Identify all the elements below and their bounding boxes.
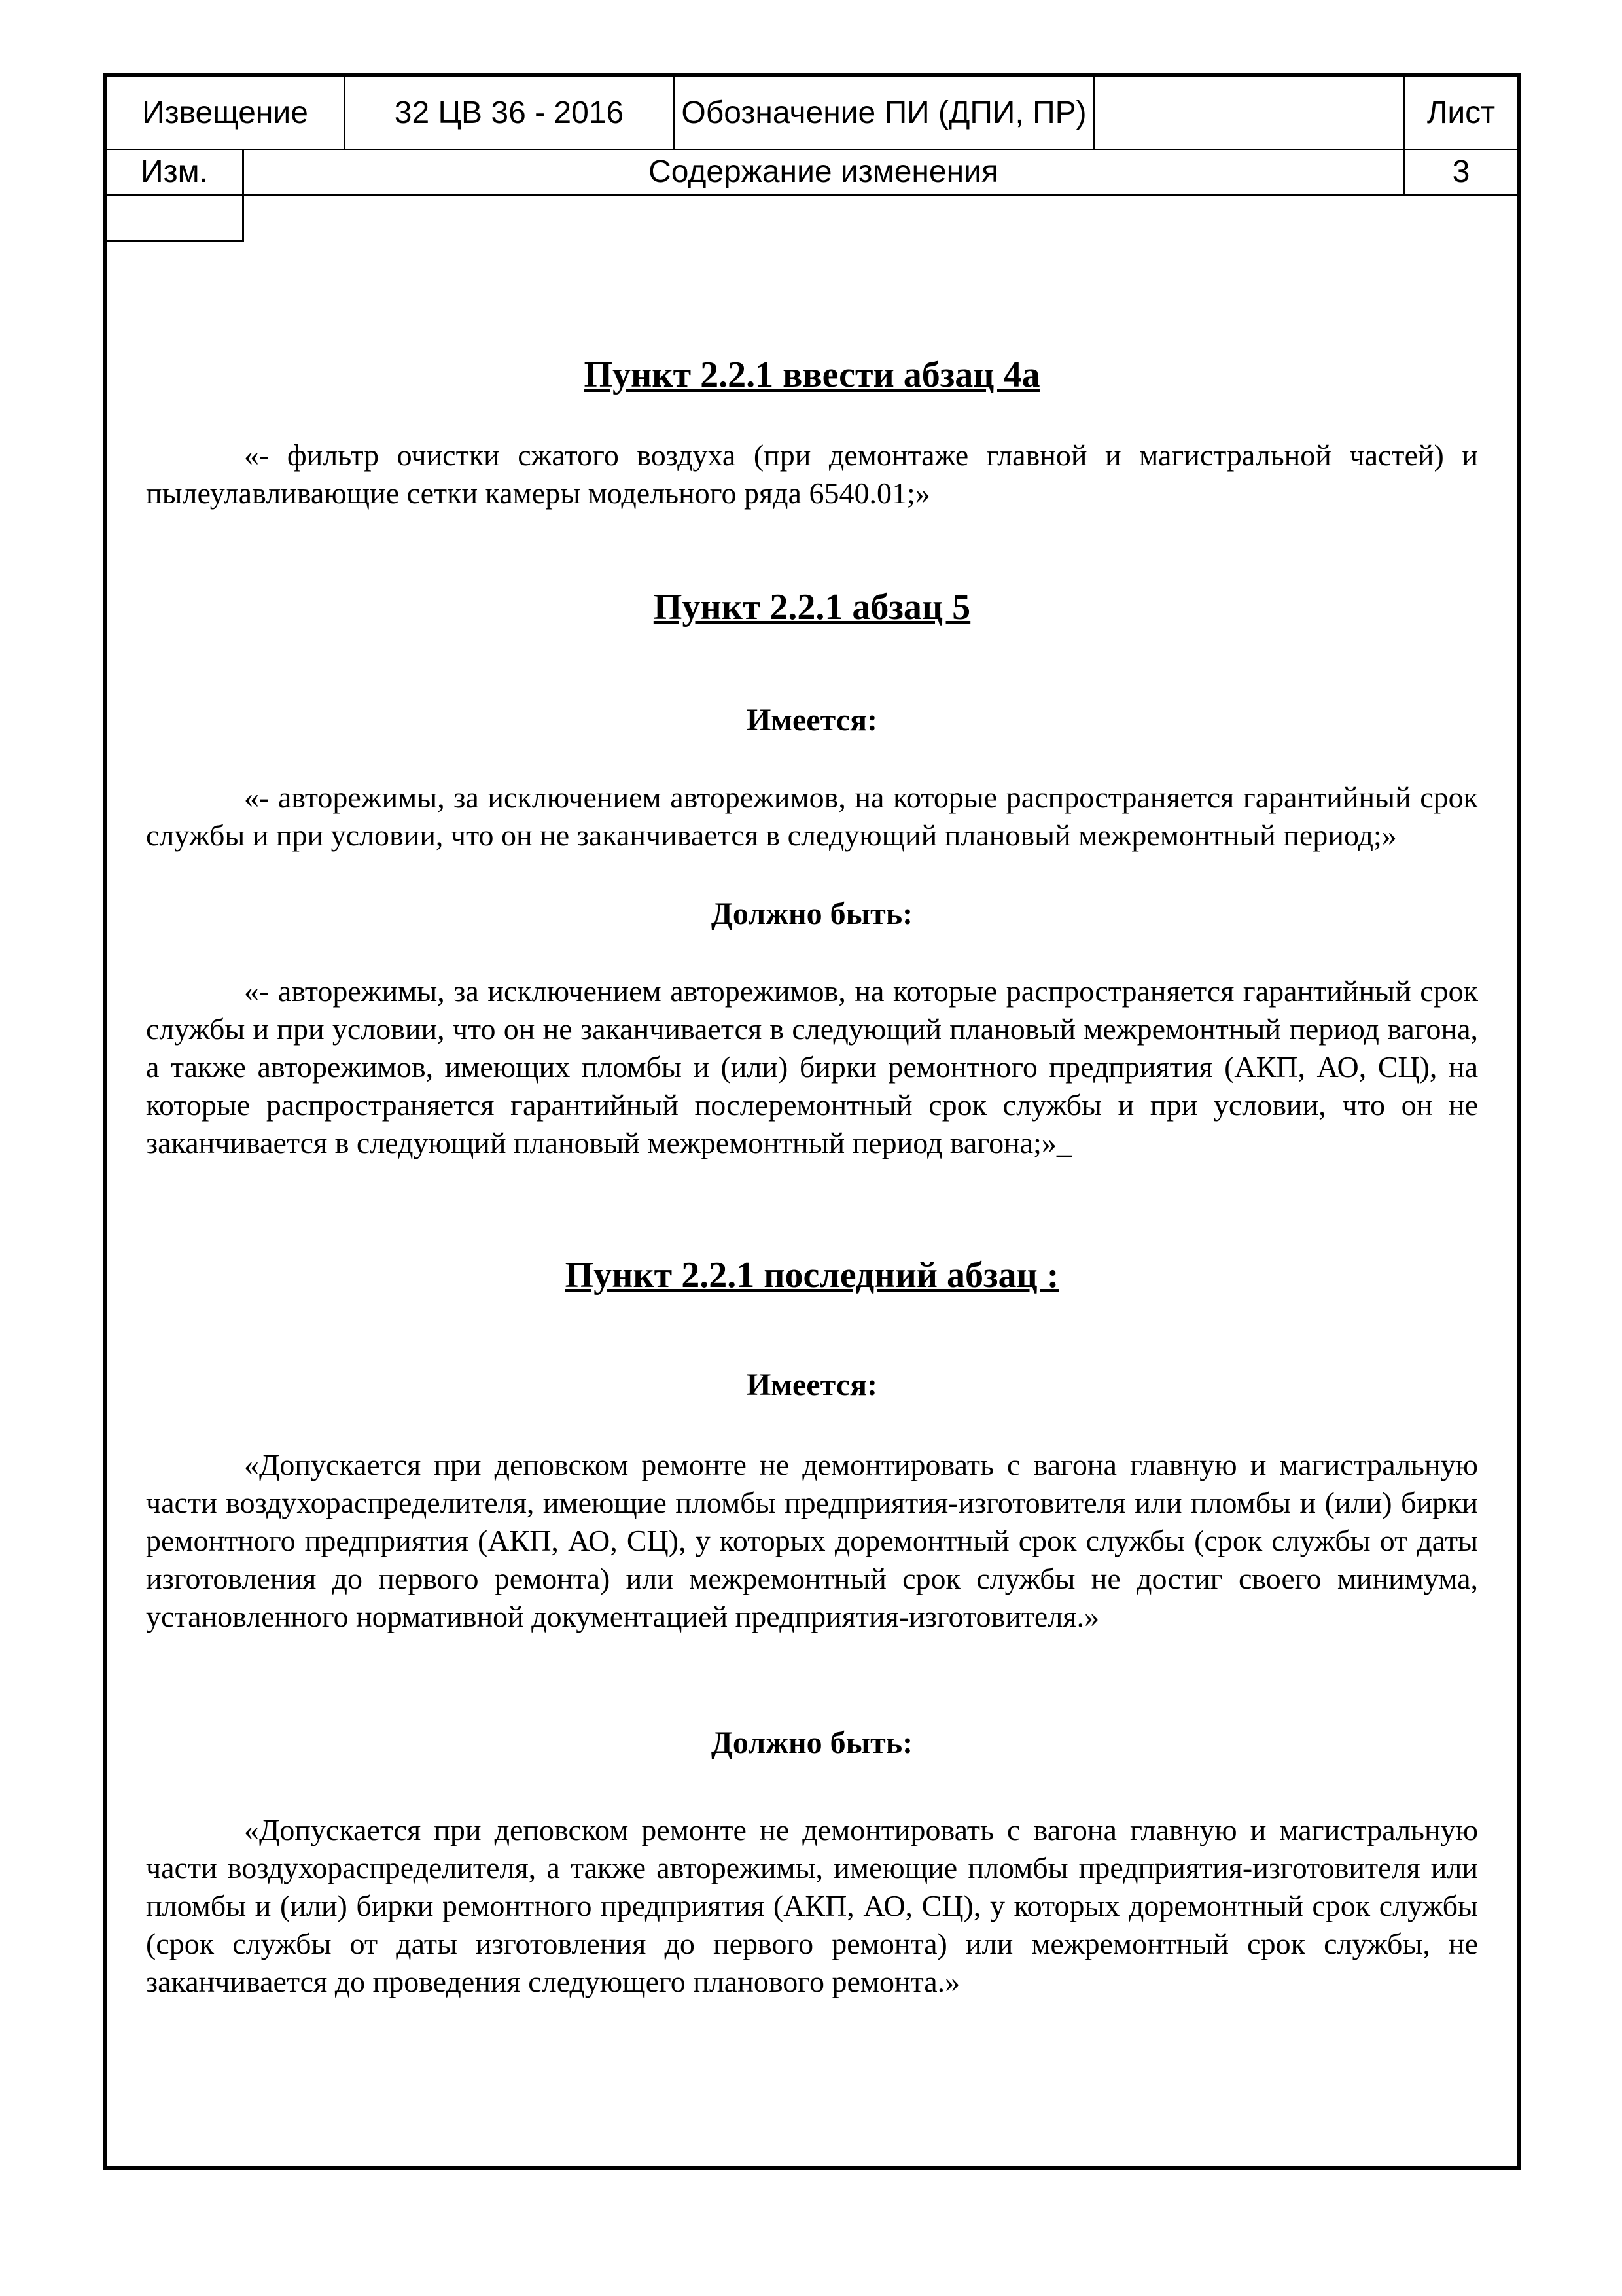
change-label: Изм. — [141, 154, 208, 189]
existing-label: Имеется: — [746, 703, 878, 738]
sheet-number: 3 — [1452, 154, 1470, 189]
designation-label: Обозначение ПИ (ДПИ, ПР) — [681, 95, 1087, 130]
designation-value — [1095, 77, 1403, 149]
existing-text: «- авторежимы, за исключением авторежимов, на которые распространяется гарантийный срок службы и при условии, что он не заканчивается в следующий плановый межремонтный период;» — [146, 780, 1478, 852]
should-text: «- авторежимы, за исключением авторежимов, на которые распространяется гарантийный срок службы и при условии, что он не заканчивается в следующий плановый межремонтный период вагона, а также авторежимов, имеющих пломбы и (или) бирки ремонтного предприятия (АКП, АО, СЦ), на которые распространяется гарантийный послеремонтный срок службы и при условии, что он не заканчивается в следующий плановый межремонтный период вагона;»_ — [146, 974, 1478, 1159]
should-text: «Допускается при деповском ремонте не демонтировать с вагона главную и магистральную части воздухораспределителя, а также авторежимы, имеющие пломбы предприятия-изготовителя или пломбы и (или) бирки ремонтного предприятия (АКП, АО, СЦ), у которых доремонтный срок службы (срок службы от даты изготовления до первого ремонта) или межремонтный срок службы, не заканчивается до проведения следующего планового ремонта.» — [146, 1812, 1478, 1998]
notice-label: Извещение — [142, 95, 308, 130]
content-label: Содержание изменения — [648, 154, 998, 189]
existing-text: «Допускается при деповском ремонте не демонтировать с вагона главную и магистральную части воздухораспределителя, имеющие пломбы предприятия-изготовителя или пломбы и (или) бирки ремонтного предприятия (АКП, АО, СЦ), у которых доремонтный срок службы (срок службы от даты изготовления до первого ремонта) или межремонтный срок службы не достиг своего минимума, установленного нормативной документацией предприятия-изготовителя.» — [146, 1448, 1478, 1634]
document-body — [146, 242, 1478, 2001]
change-number-box — [107, 194, 244, 242]
header-row-1 — [107, 77, 1517, 150]
existing-label: Имеется: — [746, 1367, 878, 1402]
section-heading: Пункт 2.2.1 последний абзац : — [565, 1254, 1059, 1296]
section-heading: Пункт 2.2.1 абзац 5 — [653, 587, 971, 628]
sheet-label: Лист — [1426, 95, 1496, 130]
should-label: Должно быть: — [711, 1725, 913, 1761]
header-row-2 — [107, 149, 1517, 196]
section-heading: Пункт 2.2.1 ввести абзац 4а — [584, 355, 1040, 395]
page-frame — [103, 73, 1521, 2170]
notice-number: 32 ЦВ 36 - 2016 — [394, 95, 624, 130]
section-text: «- фильтр очистки сжатого воздуха (при демонтаже главной и магистральной частей) и пылеулавливающие сетки камеры модельного ряда 6540.01;» — [146, 438, 1478, 510]
should-label: Должно быть: — [711, 896, 913, 931]
